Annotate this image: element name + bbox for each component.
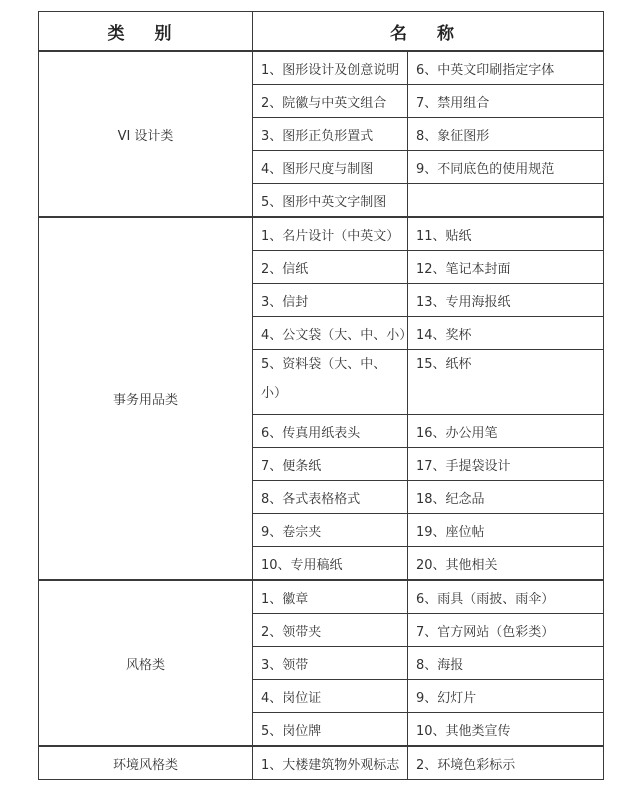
item-cell-right: 14、奖杯 [408,317,604,350]
item-cell-right: 16、办公用笔 [408,415,604,448]
item-cell-left: 2、领带夹 [253,614,408,647]
item-cell-right: 19、座位帖 [408,514,604,547]
table-row [39,217,604,251]
item-cell-left: 1、大楼建筑物外观标志 [253,746,408,780]
table-row [39,746,604,780]
item-cell-left: 8、各式表格格式 [253,481,408,514]
table-row [39,51,604,85]
item-cell-right: 8、海报 [408,647,604,680]
item-cell-right: 9、幻灯片 [408,680,604,713]
item-cell-left: 5、图形中英文字制图 [253,184,408,218]
item-cell-right: 20、其他相关 [408,547,604,581]
item-cell-right: 2、环境色彩标示 [408,746,604,780]
item-cell-left: 3、领带 [253,647,408,680]
item-cell-right: 6、雨具（雨披、雨伞） [408,580,604,614]
item-cell-right: 12、笔记本封面 [408,251,604,284]
vi-items-table [38,11,604,780]
category-cell: 环境风格类 [39,746,253,780]
item-cell-right: 17、手提袋设计 [408,448,604,481]
item-cell-right: 15、纸杯 [408,350,604,415]
category-cell: VI 设计类 [39,51,253,217]
header-category: 类 别 [39,12,253,52]
item-cell-right: 18、纪念品 [408,481,604,514]
item-cell-left: 3、信封 [253,284,408,317]
item-cell-left: 1、徽章 [253,580,408,614]
category-cell: 事务用品类 [39,217,253,580]
item-cell-left: 5、岗位牌 [253,713,408,747]
item-cell-right: 7、官方网站（色彩类） [408,614,604,647]
item-cell-right: 13、专用海报纸 [408,284,604,317]
item-cell-right: 6、中英文印刷指定字体 [408,51,604,85]
item-cell-left: 5、资料袋（大、中、小） [253,350,408,415]
item-cell-left: 7、便条纸 [253,448,408,481]
item-cell-left: 6、传真用纸表头 [253,415,408,448]
item-cell-left: 2、院徽与中英文组合 [253,85,408,118]
header-name: 名 称 [253,12,604,52]
item-cell-left: 2、信纸 [253,251,408,284]
item-cell-left: 1、图形设计及创意说明 [253,51,408,85]
item-cell-right: 8、象征图形 [408,118,604,151]
item-cell-left: 3、图形正负形置式 [253,118,408,151]
item-cell-left: 1、名片设计（中英文） [253,217,408,251]
item-cell-left: 4、岗位证 [253,680,408,713]
item-cell-right: 9、不同底色的使用规范 [408,151,604,184]
item-cell-left: 10、专用稿纸 [253,547,408,581]
item-cell-right: 10、其他类宣传 [408,713,604,747]
table-row [39,580,604,614]
item-cell-right [408,184,604,218]
table-body [39,51,604,780]
item-cell-left: 4、公文袋（大、中、小） [253,317,408,350]
category-cell: 风格类 [39,580,253,746]
item-cell-left: 9、卷宗夹 [253,514,408,547]
header-row [39,12,604,52]
item-cell-right: 11、贴纸 [408,217,604,251]
item-cell-left: 4、图形尺度与制图 [253,151,408,184]
item-cell-right: 7、禁用组合 [408,85,604,118]
